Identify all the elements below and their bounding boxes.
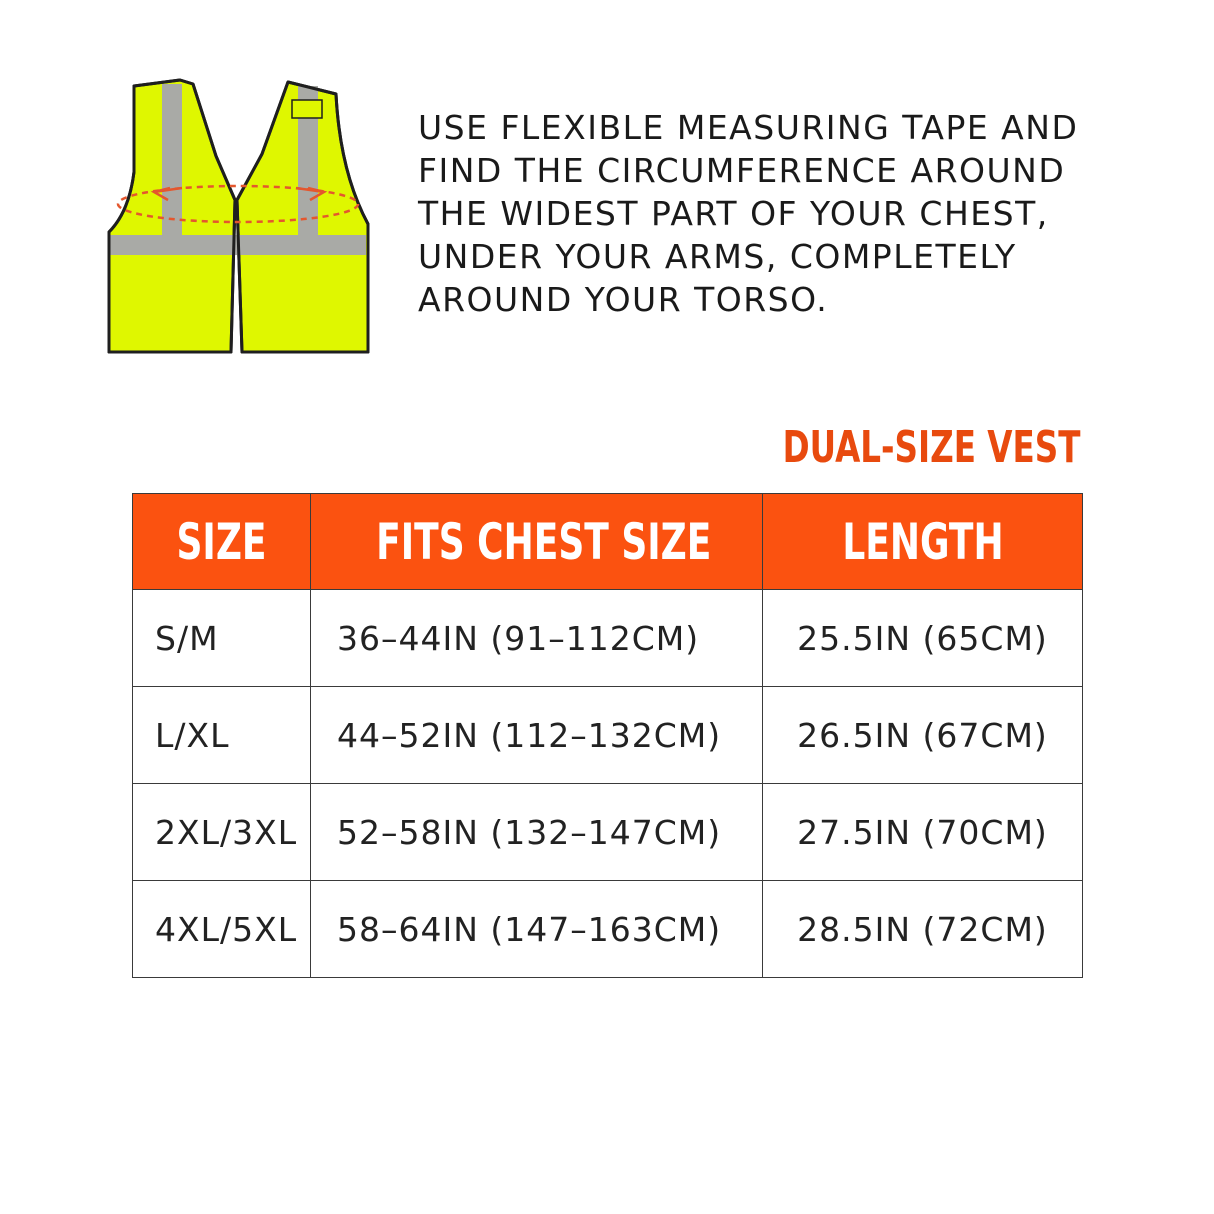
instructions-line: THE WIDEST PART OF YOUR CHEST, — [418, 194, 1049, 233]
cell-size: 2XL/3XL — [133, 784, 311, 881]
table-title: DUAL-SIZE VEST — [782, 422, 1080, 473]
cell-size: L/XL — [133, 687, 311, 784]
size-chart-table — [132, 493, 1083, 978]
safety-vest-measuring-icon — [100, 72, 380, 362]
cell-length: 26.5IN (67CM) — [763, 687, 1083, 784]
pocket-patch — [292, 100, 322, 118]
measuring-instructions — [418, 106, 1178, 321]
instructions-line: USE FLEXIBLE MEASURING TAPE AND — [418, 108, 1079, 147]
instructions-line: UNDER YOUR ARMS, COMPLETELY — [418, 237, 1017, 276]
cell-length: 28.5IN (72CM) — [763, 881, 1083, 978]
instructions-line: AROUND YOUR TORSO. — [418, 280, 829, 319]
table-row — [133, 687, 1083, 784]
cell-size: S/M — [133, 590, 311, 687]
left-reflective-stripe — [162, 84, 182, 236]
cell-length: 25.5IN (65CM) — [763, 590, 1083, 687]
table-row — [133, 784, 1083, 881]
table-row — [133, 881, 1083, 978]
table-row — [133, 590, 1083, 687]
header-length: LENGTH — [763, 494, 1083, 590]
table-header-row — [133, 494, 1083, 590]
instructions-line: FIND THE CIRCUMFERENCE AROUND — [418, 151, 1066, 190]
cell-chest: 36–44IN (91–112CM) — [311, 590, 763, 687]
header-size: SIZE — [133, 494, 311, 590]
header-chest: FITS CHEST SIZE — [311, 494, 763, 590]
cell-chest: 58–64IN (147–163CM) — [311, 881, 763, 978]
cell-size: 4XL/5XL — [133, 881, 311, 978]
cell-chest: 52–58IN (132–147CM) — [311, 784, 763, 881]
cell-chest: 44–52IN (112–132CM) — [311, 687, 763, 784]
cell-length: 27.5IN (70CM) — [763, 784, 1083, 881]
